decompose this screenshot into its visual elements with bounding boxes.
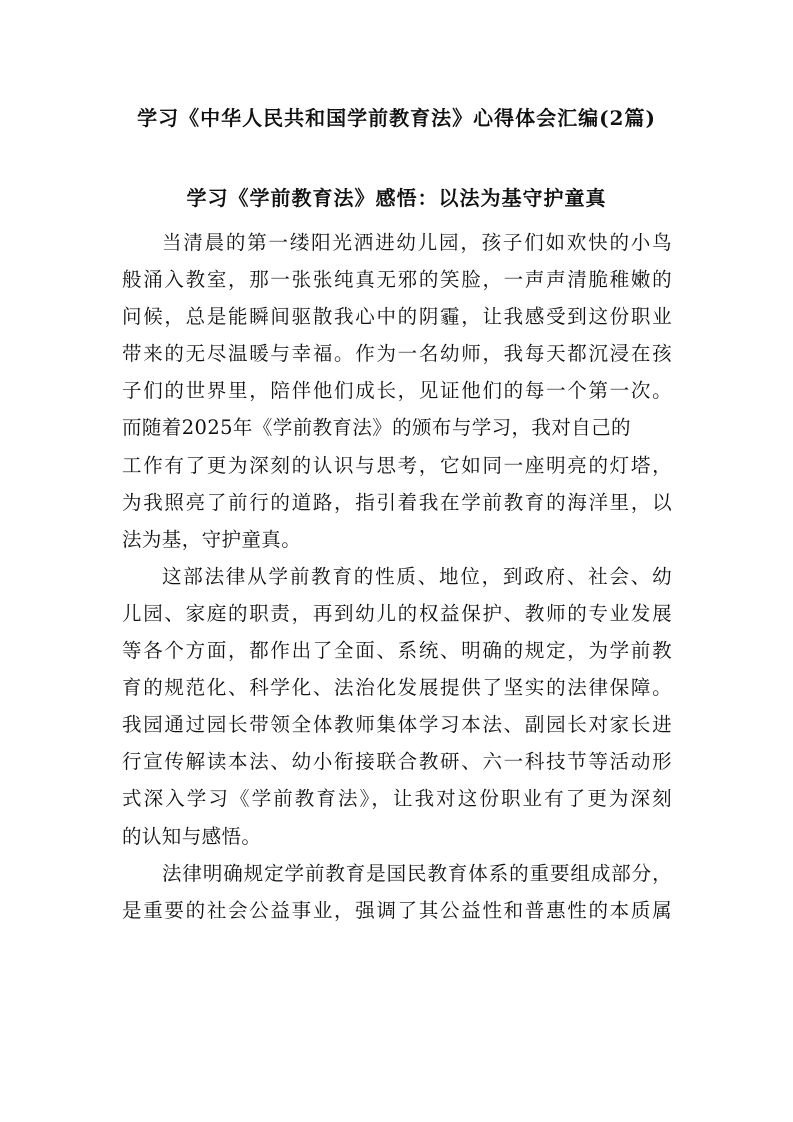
paragraph-1-line: 而随着2025年《学前教育法》的颁布与学习，我对自己的	[122, 416, 631, 440]
paragraph-3-line: 是重要的社会公益事业，强调了其公益性和普惠性的本质属	[122, 898, 672, 922]
paragraph-2-line: 儿园、家庭的职责，再到幼儿的权益保护、教师的专业发展	[122, 601, 672, 625]
paragraph-1-line: 问候，总是能瞬间驱散我心中的阴霾，让我感受到这份职业	[122, 305, 672, 329]
paragraph-2-line: 育的规范化、科学化、法治化发展提供了坚实的法律保障。	[122, 676, 672, 700]
document-title: 学习《中华人民共和国学前教育法》心得体会汇编(2篇)	[137, 106, 656, 130]
paragraph-1-line: 子们的世界里，陪伴他们成长，见证他们的每一个第一次。	[122, 379, 672, 403]
paragraph-2-line: 式深入学习《学前教育法》，让我对这份职业有了更为深刻	[122, 787, 672, 811]
paragraph-3-line: 法律明确规定学前教育是国民教育体系的重要组成部分，	[162, 861, 672, 885]
paragraph-1-line: 带来的无尽温暖与幸福。作为一名幼师，我每天都沉浸在孩	[122, 342, 672, 366]
paragraph-1-line: 为我照亮了前行的道路，指引着我在学前教育的海洋里，以	[122, 490, 672, 514]
paragraph-1-line: 般涌入教室，那一张张纯真无邪的笑脸，一声声清脆稚嫩的	[122, 268, 672, 292]
paragraph-2-line: 行宣传解读本法、幼小衔接联合教研、六一科技节等活动形	[122, 750, 672, 774]
paragraph-2-line: 的认知与感悟。	[122, 824, 262, 848]
paragraph-1-line: 当清晨的第一缕阳光洒进幼儿园，孩子们如欢快的小鸟	[162, 231, 672, 254]
paragraph-2-line: 我园通过园长带领全体教师集体学习本法、副园长对家长进	[122, 713, 672, 737]
paragraph-2-line: 等各个方面，都作出了全面、系统、明确的规定，为学前教	[122, 639, 672, 663]
paragraph-1-line: 工作有了更为深刻的认识与思考，它如同一座明亮的灯塔，	[122, 453, 672, 477]
section-title: 学习《学前教育法》感悟：以法为基守护童真	[186, 186, 607, 210]
body-text	[122, 224, 672, 929]
paragraph-1-line: 法为基，守护童真。	[122, 527, 302, 551]
paragraph-2-line: 这部法律从学前教育的性质、地位，到政府、社会、幼	[162, 564, 672, 588]
